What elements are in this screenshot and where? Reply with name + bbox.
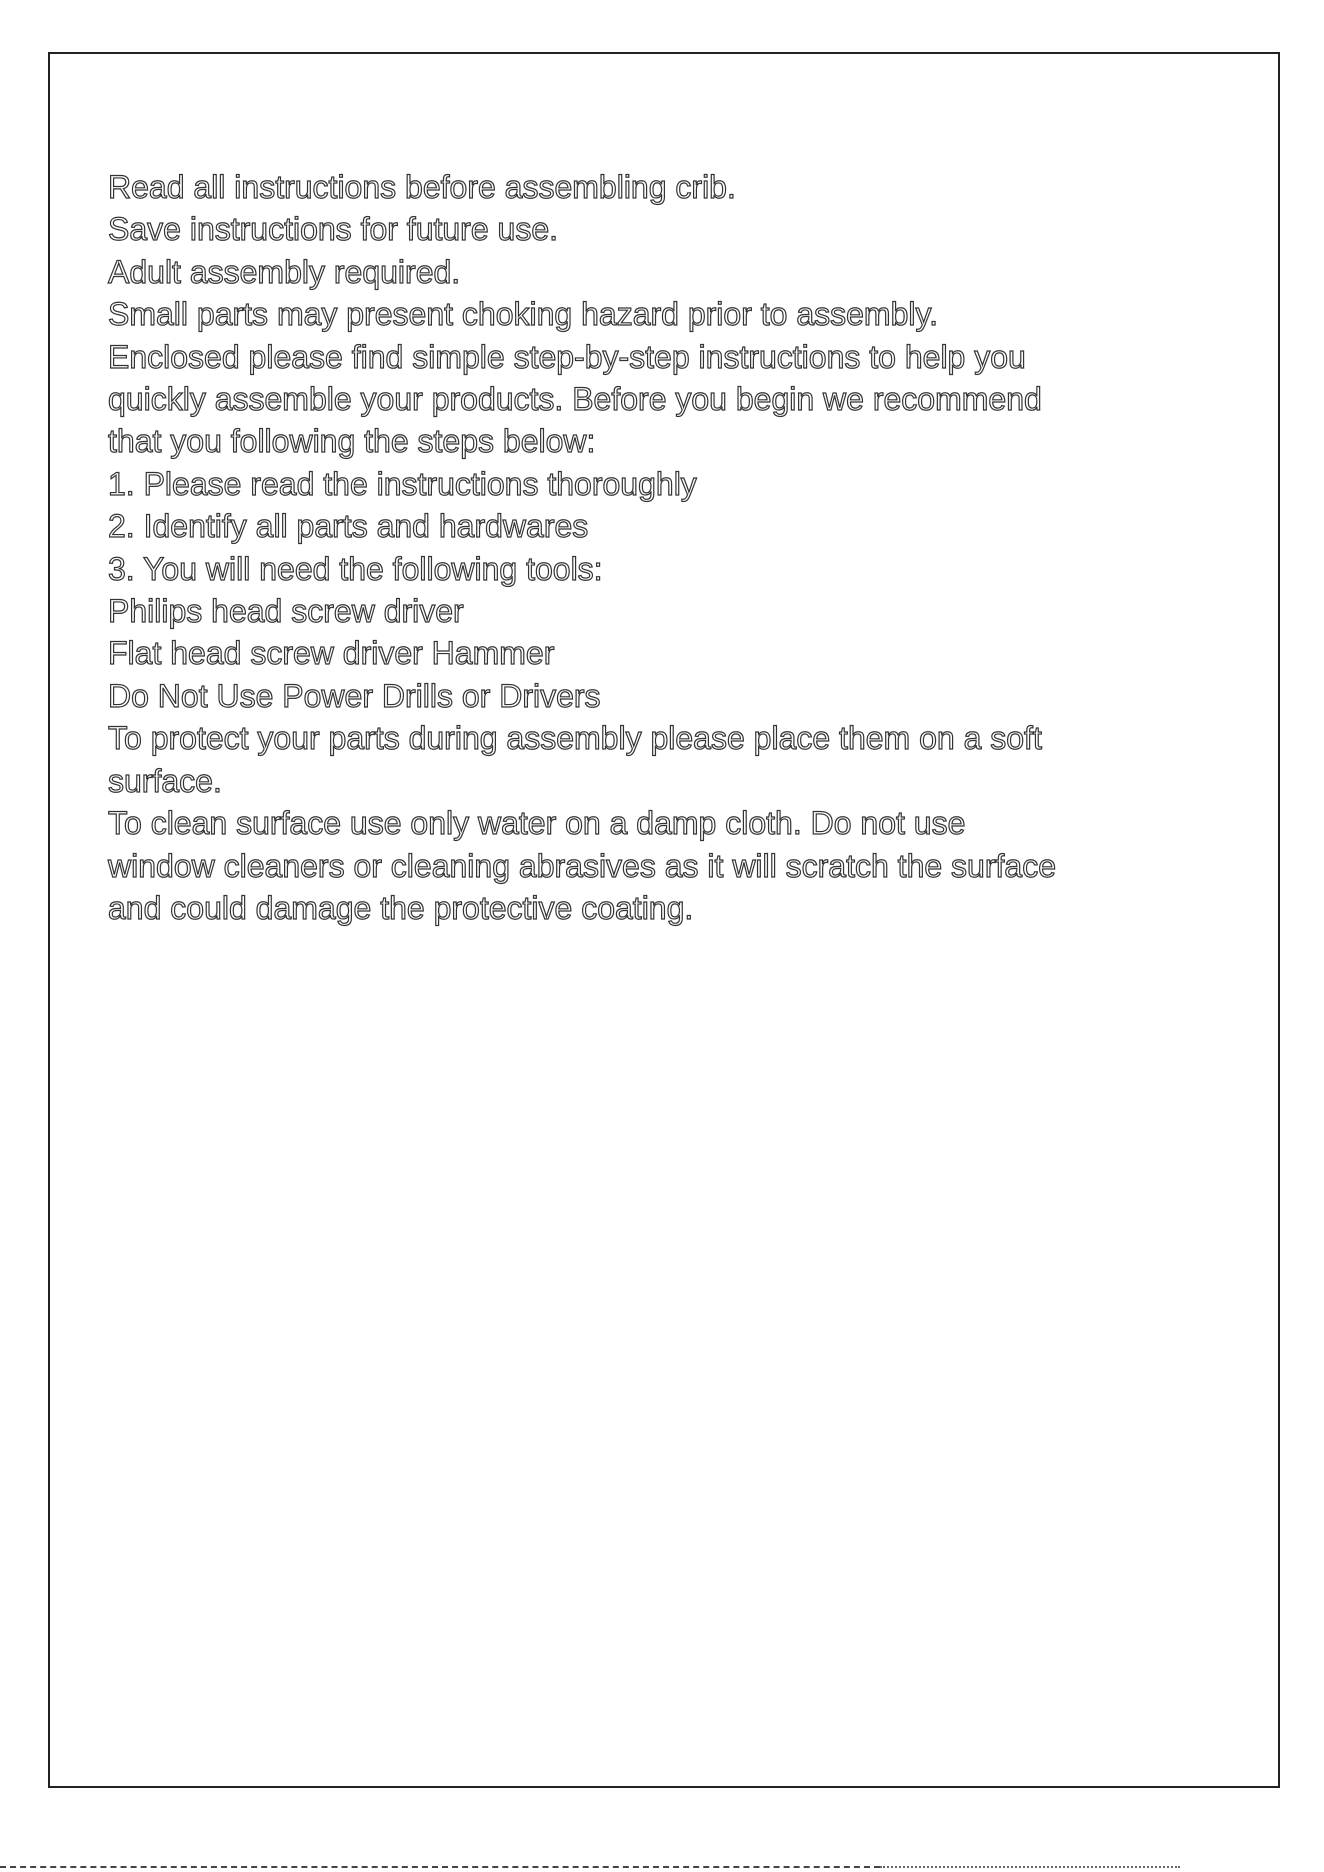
tool-philips-driver: Philips head screw driver — [108, 593, 464, 630]
instruction-step-2: 2. Identify all parts and hardwares — [108, 508, 589, 545]
instruction-line-adult-assembly: Adult assembly required. — [108, 253, 461, 290]
instruction-line-protect-parts: To protect your parts during assembly please place them on a soft — [108, 720, 1042, 757]
instruction-line-read-all: Read all instructions before assembling crib. — [108, 169, 736, 205]
instruction-line-following-steps: that you following the steps below: — [108, 423, 596, 460]
warning-no-power-drills: Do Not Use Power Drills or Drivers — [108, 677, 601, 714]
instruction-step-3: 3. You will need the following tools: — [108, 550, 603, 587]
instruction-line-window-cleaners: window cleaners or cleaning abrasives as it will scratch the surface — [108, 847, 1056, 884]
instruction-line-small-parts: Small parts may present choking hazard prior to assembly. — [108, 296, 938, 333]
bottom-cut-line — [0, 1866, 880, 1868]
bottom-cut-line-right — [880, 1866, 1180, 1868]
instruction-line-save: Save instructions for future use. — [108, 211, 558, 248]
instruction-line-protective-coating: and could damage the protective coating. — [108, 889, 694, 926]
assembly-instructions — [108, 166, 1258, 929]
tool-flat-driver-hammer: Flat head screw driver Hammer — [108, 635, 555, 672]
instruction-line-enclosed: Enclosed please find simple step-by-step instructions to help you — [108, 338, 1026, 375]
instruction-line-surface: surface. — [108, 762, 222, 799]
instruction-line-clean-surface: To clean surface use only water on a damp cloth. Do not use — [108, 805, 966, 842]
instruction-step-1: 1. Please read the instructions thoroughly — [108, 465, 697, 502]
instruction-line-quickly: quickly assemble your products. Before you begin we recommend — [108, 381, 1042, 418]
